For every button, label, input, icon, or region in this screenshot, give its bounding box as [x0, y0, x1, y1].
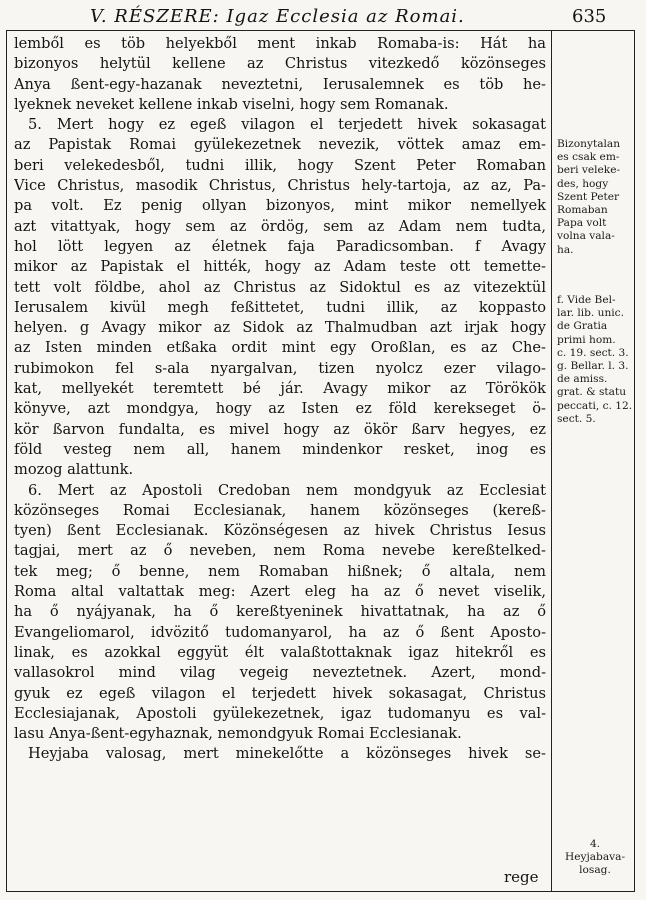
text-line: Anya ßent-egy-hazanak neveztetni, Ierusalemnek es töb he- — [14, 75, 546, 93]
text-line: Evangeliomarol, idvözitő tudomanyarol, ha az ő ßent Aposto- — [14, 623, 546, 641]
marginal-line: Szent Peter — [557, 190, 620, 203]
text-line: Ecclesiajanak, Apostoli gyülekezetnek, igaz tudomanyu es val- — [14, 704, 546, 722]
marginal-note-1 — [557, 138, 637, 257]
text-line: lemből es töb helyekből ment inkab Romaba-is: Hát ha — [14, 35, 546, 52]
main-text-block — [14, 34, 546, 890]
text-line: hol lött legyen az életnek faja Paradicsomban. f Avagy — [14, 237, 546, 255]
catchword: rege — [504, 868, 539, 886]
marginal-note-2 — [557, 294, 637, 426]
text-line: Vice Christus, masodik Christus, Christus hely-tartoja, az az, Pa- — [14, 177, 546, 195]
text-line: pa volt. Ez penig ollyan bizonyos, mint mikor nemellyek — [14, 197, 546, 215]
text-line: Roma altal valtattak meg: Azert eleg ha az ő nevet viselik, — [14, 583, 546, 601]
text-line: tek meg; ő benne, nem Romaban hißnek; ő altala, nem — [14, 562, 546, 580]
text-line: gyuk ez egeß vilagon el terjedett hivek sokasagat, Christus — [14, 684, 546, 702]
marginal-line: grat. & statu — [557, 386, 627, 399]
marginal-line: des, hogy — [557, 177, 609, 190]
margin-column-rule — [551, 30, 552, 892]
text-line: tett volt földbe, ahol az Christus az Sidoktul es az vitezektül — [14, 278, 546, 296]
marginal-line: sect. 5. — [557, 412, 596, 425]
text-line: kör ßarvon fundalta, es mivel hogy az ökör ßarv hegyes, ez — [14, 420, 546, 438]
marginal-line: ha. — [557, 243, 574, 256]
text-line: lasu Anya-ßent-egyhaznak, nemondgyuk Romai Ecclesianak. — [14, 725, 462, 743]
text-line: lyeknek neveket kellene inkab viselni, hogy sem Romanak. — [14, 95, 449, 113]
marginal-line: g. Bellar. l. 3. — [557, 360, 629, 373]
text-line: 5. Mert hogy ez egeß vilagon el terjedett hivek sokasagat — [28, 116, 546, 134]
text-line: tagjai, mert az ő neveben, nem Roma nevebe kereßtelked- — [14, 542, 546, 560]
marginal-line: losag. — [579, 864, 611, 877]
text-line: Ierusalem kivül megh feßittetet, tudni illik, az koppasto — [14, 298, 546, 316]
text-line: kat, mellyekét teremtett bé jár. Avagy mikor az Törökök — [14, 380, 546, 398]
marginal-line: volna vala- — [557, 230, 615, 243]
text-line: tyen) ßent Ecclesianak. Közönségesen az hivek Christus Iesus — [14, 522, 546, 540]
text-line: rubimokon fel s-ala nyargalvan, tizen nyolcz ezer vilago- — [14, 359, 546, 377]
marginal-line: de amiss. — [557, 373, 608, 386]
text-line: az Isten minden etßaka ordit mint egy Oroßlan, es az Che- — [14, 339, 546, 357]
text-line: 6. Mert az Apostoli Credoban nem mondgyuk az Ecclesiat — [28, 481, 546, 499]
text-line: közönseges Romai Ecclesianak, hanem közönseges (kereß- — [14, 501, 546, 519]
marginal-line: Romaban — [557, 204, 608, 217]
marginal-line: lar. lib. unic. — [557, 307, 624, 320]
marginal-line: Bizonytalan — [557, 138, 621, 150]
text-line: az Papistak Romai gyülekezetnek nevezik, vöttek amaz em- — [14, 136, 546, 154]
marginal-line: Papa volt — [557, 217, 607, 230]
running-title: V. RÉSZERE: Igaz Ecclesia az Romai. — [90, 6, 465, 27]
text-line: azt vitattyak, hogy sem az ördög, sem az Adam nem tudta, — [14, 217, 546, 235]
marginal-line: c. 19. sect. 3. — [557, 346, 629, 359]
text-line: vallasokrol mind vilag vegeig neveztetnek. Azert, mond- — [14, 664, 546, 682]
text-line: könyve, azt mondgya, hogy az Isten ez föld kerekseget ö- — [14, 400, 546, 418]
marginal-line: 4. — [589, 838, 601, 850]
text-line: mozog alattunk. — [14, 461, 134, 479]
marginal-line: peccati, c. 12. — [557, 399, 633, 412]
text-line: föld vesteg nem all, hanem mindenkor resket, inog es — [14, 440, 546, 458]
page-number: 635 — [572, 6, 607, 27]
marginal-line: beri veleke- — [557, 164, 621, 177]
marginal-line: Heyjabava- — [564, 851, 626, 864]
text-line: bizonyos helytül kellene az Christus vitezkedő közönseges — [14, 55, 546, 73]
text-line: mikor az Papistak el hitték, hogy az Adam teste ott temette- — [14, 258, 546, 276]
marginal-line: primi hom. — [557, 333, 616, 346]
marginal-line: de Gratia — [557, 320, 608, 333]
text-line: beri velekedesből, tudni illik, hogy Szent Peter Romaban — [14, 156, 546, 174]
text-line: linak, es azokkal eggyüt élt valaßtottaknak igaz hitekről es — [14, 643, 546, 661]
marginal-note-3 — [557, 838, 633, 878]
marginal-line: es csak em- — [557, 151, 620, 164]
text-line: Heyjaba valosag, mert minekelőtte a közönseges hivek se- — [28, 745, 546, 763]
text-line: ha ő nyájyanak, ha ő kereßtyeninek hivattatnak, ha az ő — [14, 603, 546, 621]
marginal-line: f. Vide Bel- — [557, 294, 616, 306]
text-line: helyen. g Avagy mikor az Sidok az Thalmudban azt irjak hogy — [14, 319, 546, 337]
